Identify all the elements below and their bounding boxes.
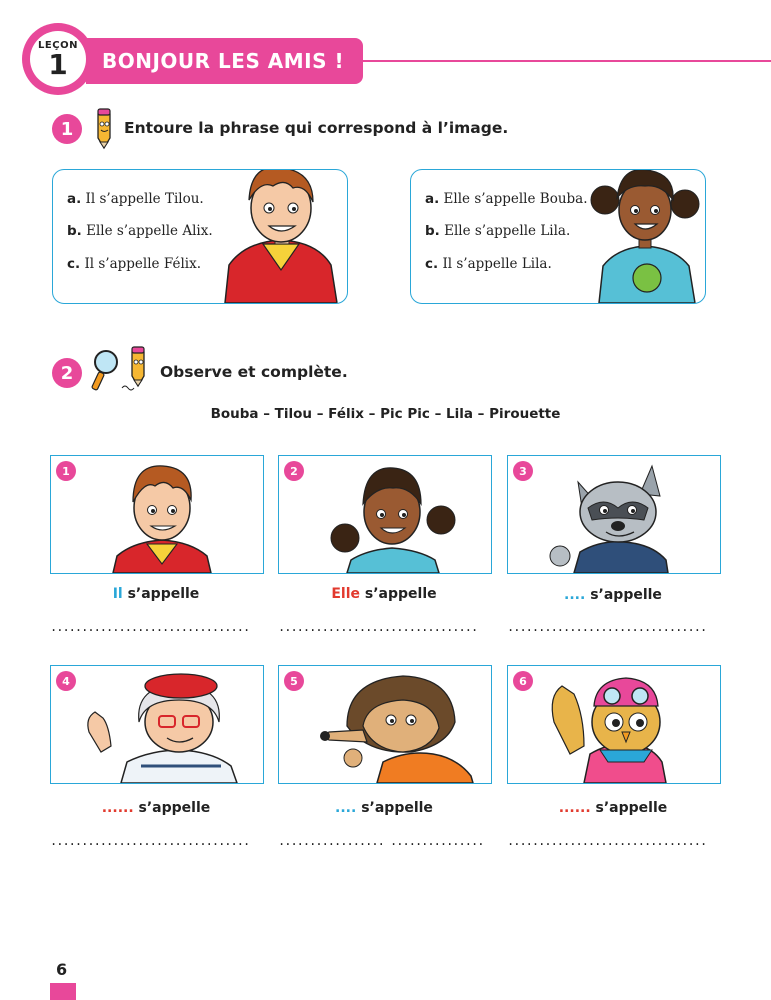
raccoon-illustration <box>548 460 688 573</box>
exercise-1-instruction: Entoure la phrase qui correspond à l’image. <box>124 119 509 137</box>
exercise-2-number: 2 <box>52 358 82 388</box>
owl-illustration <box>544 666 684 783</box>
caption-1: Il s’appelle <box>112 586 200 602</box>
page-tab-marker <box>50 983 76 1000</box>
exercise-2-instruction: Observe et complète. <box>160 363 348 381</box>
answer-line-4[interactable]: ................................ <box>50 834 250 848</box>
answer-line-2[interactable]: ................................ <box>278 620 478 634</box>
answer-line-6[interactable]: ................................ <box>507 834 707 848</box>
picture-number: 2 <box>284 461 304 481</box>
magnifier-icon <box>88 346 124 392</box>
felix-illustration <box>107 460 217 573</box>
picture-box-3 <box>507 455 721 574</box>
option-c[interactable]: c. Il s’appelle Félix. <box>67 256 201 272</box>
option-a[interactable]: a. Il s’appelle Tilou. <box>67 191 204 207</box>
lesson-label: LEÇON <box>38 39 78 51</box>
option-b[interactable]: b. Elle s’appelle Alix. <box>67 223 213 239</box>
lila-illustration <box>327 460 457 573</box>
picture-number: 6 <box>513 671 533 691</box>
caption-2: Elle s’appelle <box>331 586 437 602</box>
hedgehog-illustration <box>307 666 487 783</box>
lesson-badge <box>22 23 94 95</box>
picture-number: 4 <box>56 671 76 691</box>
lesson-title: BONJOUR LES AMIS ! <box>102 49 345 73</box>
answer-line-3[interactable]: ................................ <box>507 620 707 634</box>
caption-5: .... s’appelle <box>335 800 433 816</box>
answer-line-1[interactable]: ................................ <box>50 620 250 634</box>
option-b[interactable]: b. Elle s’appelle Lila. <box>425 223 571 239</box>
pencil-icon <box>120 344 154 392</box>
picture-box-4 <box>50 665 264 784</box>
caption-6: ...... s’appelle <box>558 800 668 816</box>
page-number: 6 <box>56 960 68 979</box>
lesson-title-banner <box>86 38 363 84</box>
header-rule <box>330 60 771 62</box>
lesson-number: 1 <box>48 47 68 81</box>
picture-box-1 <box>50 455 264 574</box>
pencil-icon <box>88 106 120 150</box>
grandma-illustration <box>81 666 261 783</box>
option-a[interactable]: a. Elle s’appelle Bouba. <box>425 191 588 207</box>
exercise-1-box-a <box>52 169 348 304</box>
caption-3: .... s’appelle <box>564 587 662 603</box>
picture-box-5 <box>278 665 492 784</box>
picture-number: 3 <box>513 461 533 481</box>
picture-number: 5 <box>284 671 304 691</box>
lila-illustration <box>585 170 705 303</box>
answer-line-5[interactable]: ................. ............... <box>278 834 484 848</box>
names-word-bank: Bouba – Tilou – Félix – Pic Pic – Lila – Pirouette <box>210 406 561 422</box>
picture-box-2 <box>278 455 492 574</box>
exercise-1-box-b <box>410 169 706 304</box>
option-c[interactable]: c. Il s’appelle Lila. <box>425 256 552 272</box>
picture-number: 1 <box>56 461 76 481</box>
felix-illustration <box>215 170 347 303</box>
picture-box-6 <box>507 665 721 784</box>
exercise-1-number: 1 <box>52 114 82 144</box>
caption-4: ...... s’appelle <box>101 800 211 816</box>
